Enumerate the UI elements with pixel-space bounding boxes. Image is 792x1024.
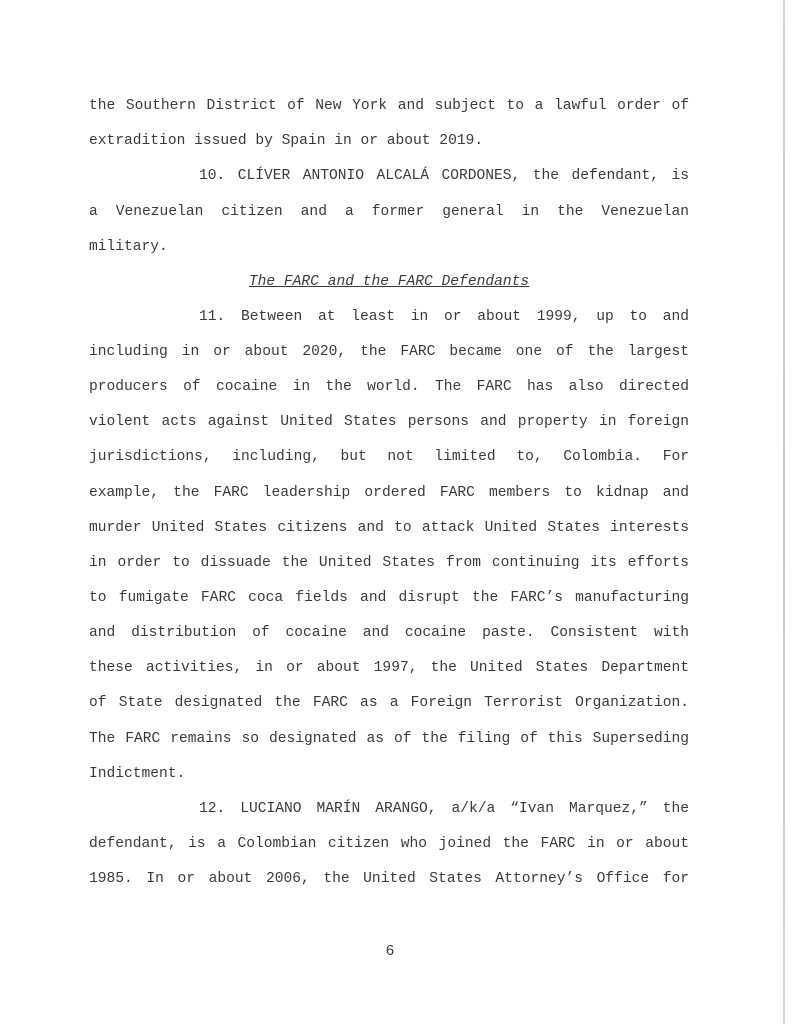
text-line: military. [89, 239, 168, 255]
text-line: The FARC remains so designated as of the filing of this Superseding [89, 731, 689, 747]
page-number: 6 [385, 944, 395, 960]
text-line: example, the FARC leadership ordered FARC members to kidnap and [89, 485, 689, 501]
text-line: extradition issued by Spain in or about 2019. [89, 133, 484, 149]
text-line: the Southern District of New York and subject to a lawful order of [89, 98, 689, 114]
section-heading: The FARC and the FARC Defendants [248, 274, 530, 290]
text-line: of State designated the FARC as a Foreign Terrorist Organization. [89, 695, 689, 711]
text-line: to fumigate FARC coca fields and disrupt the FARC’s manufacturing [89, 590, 689, 606]
text-line: a Venezuelan citizen and a former general in the Venezuelan [89, 204, 689, 220]
text-line: 1985. In or about 2006, the United States Attorney’s Office for [89, 871, 689, 887]
paragraph-12-start: 12. LUCIANO MARÍN ARANGO, a/k/a “Ivan Marquez,” the [199, 801, 689, 817]
paragraph-10-start: 10. CLÍVER ANTONIO ALCALÁ CORDONES, the defendant, is [199, 168, 689, 184]
text-line: producers of cocaine in the world. The FARC has also directed [89, 379, 689, 395]
text-line: violent acts against United States persons and property in foreign [89, 414, 689, 430]
text-line: in order to dissuade the United States from continuing its efforts [89, 555, 689, 571]
text-line: including in or about 2020, the FARC became one of the largest [89, 344, 689, 360]
text-line: Indictment. [89, 766, 186, 782]
scan-edge-artifact [783, 0, 785, 1024]
text-line: jurisdictions, including, but not limited to, Colombia. For [89, 449, 689, 465]
text-line: murder United States citizens and to attack United States interests [89, 520, 689, 536]
text-line: these activities, in or about 1997, the United States Department [89, 660, 689, 676]
paragraph-11-start: 11. Between at least in or about 1999, up to and [199, 309, 689, 325]
text-line: and distribution of cocaine and cocaine paste. Consistent with [89, 625, 689, 641]
text-line: defendant, is a Colombian citizen who joined the FARC in or about [89, 836, 689, 852]
